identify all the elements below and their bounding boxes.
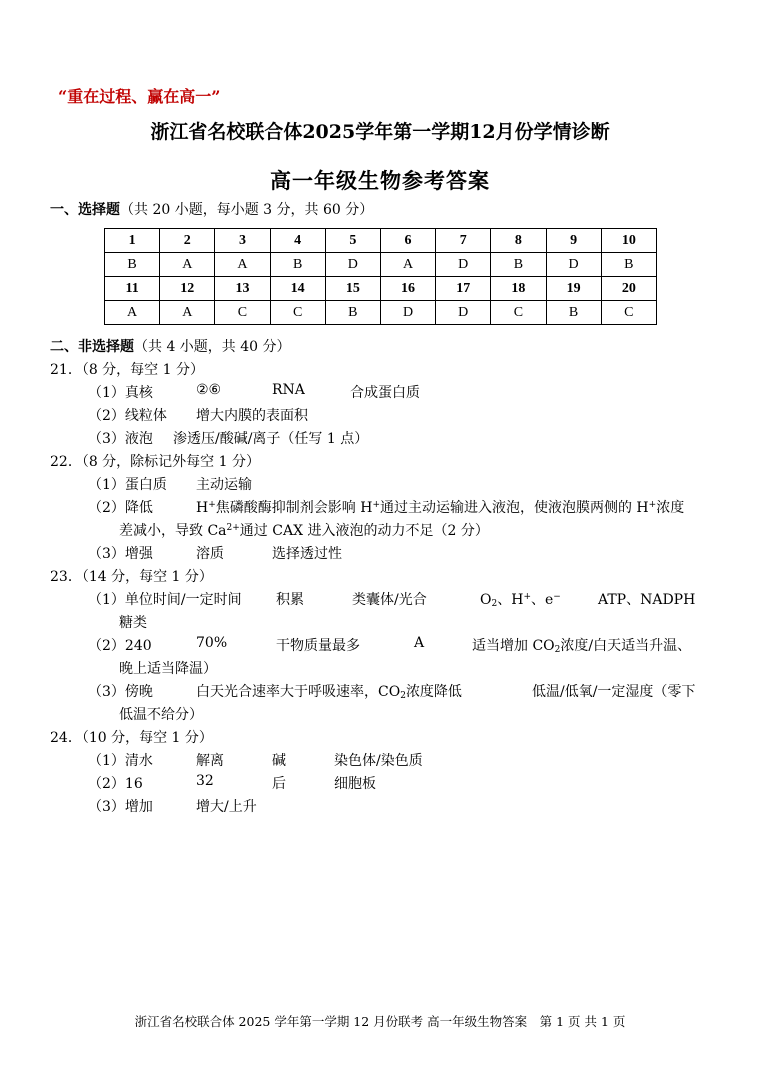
answer-text (196, 681, 462, 701)
table-row (105, 229, 657, 253)
section-2-note: （共 4 小题，共 40 分） (134, 339, 291, 355)
text-run: 、H (497, 592, 524, 608)
answer-text: 低温/低氧/一定湿度（零下 (532, 684, 696, 700)
answer-text: 70% (196, 635, 228, 651)
text-run: 白天光合速率大于呼吸速率，CO (196, 684, 401, 700)
text-run: 浓度降低 (405, 684, 462, 700)
table-cell: 17 (436, 277, 491, 301)
table-cell: B (601, 253, 656, 277)
answer-text: 渗透压/酸碱/离子（任写 1 点） (173, 431, 369, 447)
section-2-label: 二、非选择题 (50, 339, 134, 355)
answer-text: 解离 (196, 753, 224, 769)
table-cell: C (491, 301, 546, 325)
answer-text: 增大内膜的表面积 (196, 408, 308, 424)
table-cell: D (436, 253, 491, 277)
answer-text: （2）16 (88, 776, 143, 792)
text-run: 通过 CAX 进入液泡的动力不足（2 分） (239, 523, 489, 539)
table-cell: A (160, 253, 215, 277)
table-cell: 5 (325, 229, 380, 253)
table-cell: 19 (546, 277, 601, 301)
text-run: 浓度 (656, 500, 685, 516)
answer-text: 类囊体/光合 (352, 592, 427, 608)
answer-text: 低温不给分） (119, 707, 203, 723)
answer-text: 染色体/染色质 (334, 753, 423, 769)
answer-text: 糖类 (119, 615, 147, 631)
superscript: − (553, 592, 561, 602)
page-subtitle: 高一年级生物参考答案 (270, 168, 490, 193)
table-cell: 3 (215, 229, 270, 253)
subscript: 2 (491, 599, 498, 609)
answer-text: （3）液泡 (88, 431, 153, 447)
superscript: + (208, 500, 216, 510)
answer-text: 干物质量最多 (276, 638, 360, 654)
table-cell: D (325, 253, 380, 277)
table-cell: 15 (325, 277, 380, 301)
answer-text (472, 635, 691, 655)
table-cell: 2 (160, 229, 215, 253)
superscript: + (372, 500, 380, 510)
section-1-heading (50, 199, 373, 219)
table-cell: B (546, 301, 601, 325)
text-run: 浓度/白天适当升温、 (560, 638, 692, 654)
section-2-heading (50, 336, 291, 356)
table-cell: B (270, 253, 325, 277)
answer-table (104, 228, 657, 325)
table-cell: 7 (436, 229, 491, 253)
text-run: H (196, 500, 209, 516)
answer-text (196, 497, 684, 517)
table-cell: A (215, 253, 270, 277)
answer-text: 后 (272, 776, 286, 792)
table-row (105, 301, 657, 325)
slogan: “重在过程、赢在高一” (58, 87, 221, 106)
answer-text: RNA (272, 382, 305, 398)
q22-heading: 22．（8 分，除标记外每空 1 分） (50, 454, 260, 470)
answer-text: 碱 (272, 753, 286, 769)
superscript: + (523, 592, 531, 602)
answer-text: （2）线粒体 (88, 408, 167, 424)
table-cell: D (380, 301, 435, 325)
table-cell: 10 (601, 229, 656, 253)
text-run: O (480, 592, 492, 608)
table-cell: 6 (380, 229, 435, 253)
table-cell: 20 (601, 277, 656, 301)
table-cell: A (160, 301, 215, 325)
answer-text: 溶质 (196, 546, 224, 562)
section-1-label: 一、选择题 (50, 202, 120, 218)
table-row (105, 253, 657, 277)
table-cell: 8 (491, 229, 546, 253)
section-1-note: （共 20 小题，每小题 3 分，共 60 分） (120, 202, 374, 218)
q23-heading: 23．（14 分，每空 1 分） (50, 569, 213, 585)
answer-text: 选择透过性 (272, 546, 342, 562)
answer-text: A (414, 635, 425, 651)
subscript: 2 (400, 691, 406, 701)
page-title: 浙江省名校联合体2025学年第一学期12月份学情诊断 (150, 121, 610, 143)
answer-text: （1）蛋白质 (88, 477, 167, 493)
text-run: 、e (530, 592, 554, 608)
table-cell: B (325, 301, 380, 325)
answer-text: ②⑥ (196, 382, 222, 398)
answer-text: （1）真核 (88, 385, 153, 401)
answer-text: 主动运输 (196, 477, 252, 493)
superscript: + (648, 500, 657, 510)
table-cell: 14 (270, 277, 325, 301)
text-run: 通过主动运输进入液泡，使液泡膜两侧的 H (379, 500, 649, 516)
table-cell: 13 (215, 277, 270, 301)
answer-text: ATP、NADPH (598, 592, 696, 608)
answer-text: （2）240 (88, 638, 152, 654)
table-cell: 4 (270, 229, 325, 253)
answer-text: 积累 (276, 592, 304, 608)
table-cell: 1 (105, 229, 160, 253)
table-cell: 12 (160, 277, 215, 301)
table-cell: 9 (546, 229, 601, 253)
table-cell: C (601, 301, 656, 325)
answer-text: （2）降低 (88, 500, 153, 516)
table-cell: 11 (105, 277, 160, 301)
answer-text: 细胞板 (334, 776, 376, 792)
table-cell: D (546, 253, 601, 277)
table-cell: 18 (491, 277, 546, 301)
text-run: 适当增加 CO (472, 638, 555, 654)
table-row (105, 277, 657, 301)
answer-text: 合成蛋白质 (350, 385, 420, 401)
table-cell: C (215, 301, 270, 325)
answer-text: 增大/上升 (196, 799, 257, 815)
table-cell: D (436, 301, 491, 325)
q24-heading: 24．（10 分，每空 1 分） (50, 730, 213, 746)
subscript: 2 (554, 645, 561, 655)
table-cell: B (105, 253, 160, 277)
table-cell: B (491, 253, 546, 277)
answer-text (480, 589, 561, 609)
answer-text: （1）单位时间/一定时间 (88, 592, 242, 608)
answer-text: 32 (196, 773, 214, 789)
page-footer: 浙江省名校联合体 2025 学年第一学期 12 月份联考 高一年级生物答案 第 1 页 共 1 页 (134, 1014, 626, 1029)
text-run: 差减小，导致 Ca (119, 523, 227, 539)
table-cell: 16 (380, 277, 435, 301)
answer-text: （3）增加 (88, 799, 153, 815)
text-run: 焦磷酸酶抑制剂会影响 H (215, 500, 373, 516)
table-cell: C (270, 301, 325, 325)
table-cell: A (105, 301, 160, 325)
table-cell: A (380, 253, 435, 277)
q21-heading: 21．（8 分，每空 1 分） (50, 362, 204, 378)
superscript: 2+ (226, 523, 240, 533)
answer-text: （1）清水 (88, 753, 153, 769)
answer-text: （3）傍晚 (88, 684, 153, 700)
answer-text: 晚上适当降温） (119, 661, 217, 677)
answer-text: （3）增强 (88, 546, 153, 562)
answer-text (119, 520, 489, 540)
